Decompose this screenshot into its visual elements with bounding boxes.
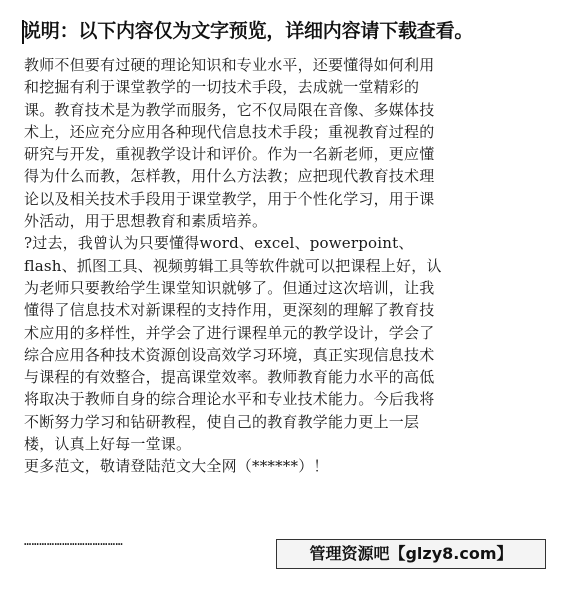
body-line: flash、抓图工具、视频剪辑工具等软件就可以把课程上好，认	[24, 256, 442, 275]
document-body	[24, 54, 560, 478]
site-label-box: 管理资源吧【glzy8.com】	[276, 539, 546, 569]
body-line: 课。教育技术是为教学而服务，它不仅局限在音像、多媒体技	[24, 100, 435, 119]
body-line: 楼，认真上好每一堂课。	[24, 435, 192, 454]
body-line: 不断努力学习和钻研教程，使自己的教育教学能力更上一层	[24, 412, 420, 431]
body-line: 为老师只要教给学生课堂知识就够了。但通过这次培训，让我	[24, 278, 435, 297]
body-line: 将取决于教师自身的综合理论水平和专业技术能力。今后我将	[24, 390, 435, 409]
body-line: 论以及相关技术手段用于课堂教学，用于个性化学习，用于课	[24, 189, 435, 208]
body-line: 外活动，用于思想教育和素质培养。	[24, 212, 268, 231]
body-line: 与课程的有效整合，提高课堂效率。教师教育能力水平的高低	[24, 368, 435, 387]
body-line: 得为什么而教，怎样教，用什么方法教；应把现代教育技术理	[24, 167, 435, 186]
body-line: 和挖掘有利于课堂教学的一切技术手段，去成就一堂精彩的	[24, 78, 420, 97]
more-samples-line: 更多范文，敬请登陆范文大全网（******）！	[24, 457, 329, 476]
body-line: 术应用的多样性，并学会了进行课程单元的教学设计，学会了	[24, 323, 435, 342]
body-line: 术上，还应充分应用各种现代信息技术手段；重视教育过程的	[24, 122, 435, 141]
body-line: 研究与开发，重视教学设计和评价。作为一名新老师，更应懂	[24, 145, 435, 164]
body-line: 综合应用各种技术资源创设高效学习环境，真正实现信息技术	[24, 345, 435, 364]
dotted-separator: …………………………………	[24, 534, 124, 548]
preview-notice: 说明：以下内容仅为文字预览，详细内容请下载查看。	[22, 20, 474, 42]
body-line: 教师不但要有过硬的理论知识和专业水平，还要懂得如何利用	[24, 56, 435, 74]
body-line: 懂得了信息技术对新课程的支持作用，更深刻的理解了教育技	[24, 301, 435, 320]
body-line: ?过去，我曾认为只要懂得word、excel、powerpoint、	[24, 234, 414, 253]
